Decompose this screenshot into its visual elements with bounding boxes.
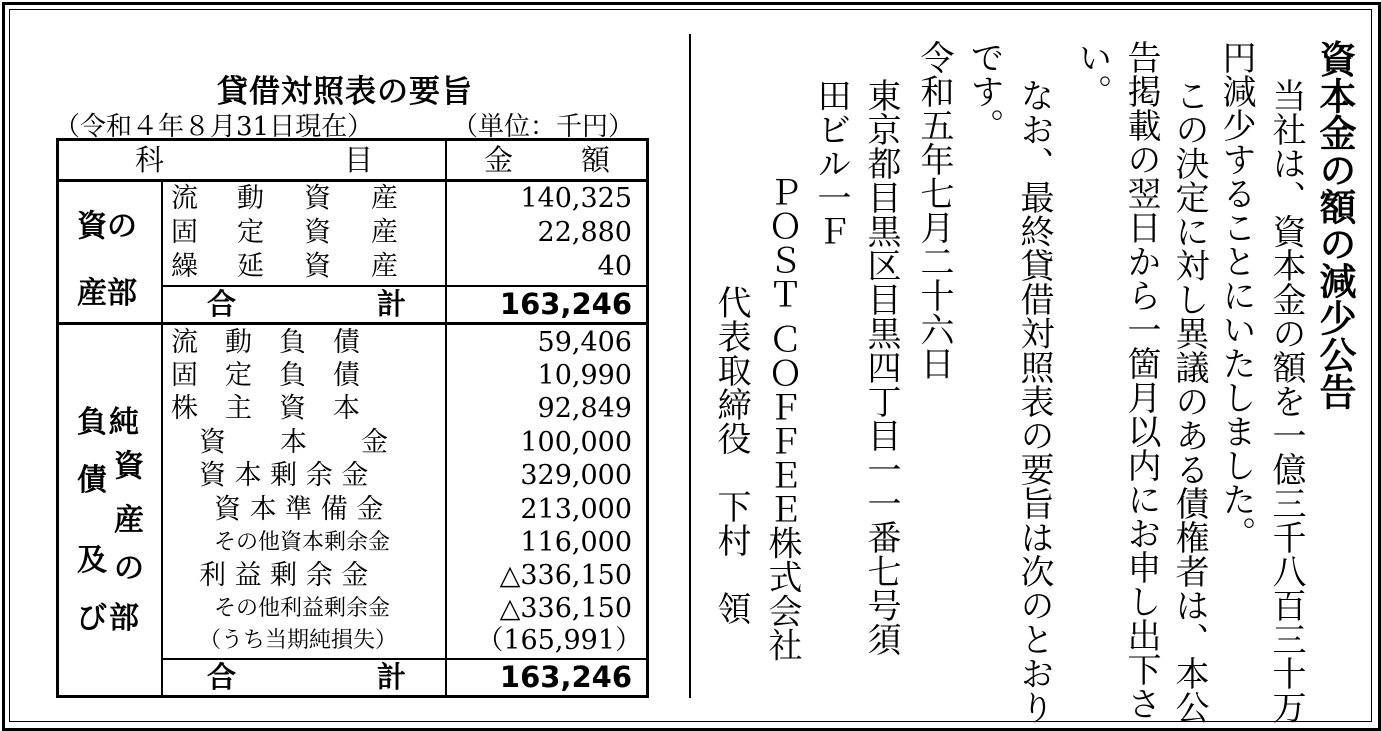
liability-row-value: △336,150 bbox=[499, 560, 632, 591]
liability-row-value: 10,990 bbox=[537, 360, 632, 391]
notice-line: なお、最終貸借対照表の要旨は次のとおり bbox=[1014, 78, 1054, 724]
asset-total-label-left: 合 bbox=[207, 287, 237, 321]
liabilities-label-char: の bbox=[114, 551, 144, 586]
notice-address: 田ビル一Ｆ bbox=[811, 78, 851, 248]
liability-row-value: 92,849 bbox=[537, 393, 632, 424]
liability-row-label: 固 定 負 債 bbox=[171, 360, 360, 391]
liability-total-label-left: 合 bbox=[207, 660, 237, 694]
liability-row-label: 利 益 剰 余 金 bbox=[199, 560, 369, 591]
liability-row-label: 資 本 準 備 金 bbox=[214, 494, 384, 525]
notice-line: この決定に対し異議のある債権者は、本公 bbox=[1169, 78, 1209, 724]
asset-total-label-right: 計 bbox=[377, 287, 407, 321]
balance-sheet-title: 貸借対照表の要旨 bbox=[217, 74, 473, 110]
asset-total-value: 163,246 bbox=[499, 287, 632, 321]
balance-sheet-table bbox=[56, 138, 649, 698]
liabilities-label-char: 純 bbox=[109, 405, 139, 440]
liability-row-label: 流 動 負 債 bbox=[171, 327, 360, 358]
liability-row-value: 100,000 bbox=[520, 427, 632, 458]
liabilities-label-char: 負 bbox=[77, 405, 107, 440]
asset-row-label: 流 動 資 産 bbox=[171, 183, 398, 214]
asset-row-value: 22,880 bbox=[537, 217, 632, 248]
liabilities-label-char: 産 bbox=[114, 503, 144, 538]
liability-row-value: 116,000 bbox=[520, 527, 632, 558]
notice-address: 東京都目黒区目黒四丁目一一番七号須 bbox=[861, 78, 901, 656]
asset-row-value: 40 bbox=[597, 251, 632, 282]
header-item-right: 目 bbox=[344, 143, 374, 177]
notice-line: 円減少することにいたしました。 bbox=[1216, 40, 1256, 550]
notice-line: です。 bbox=[964, 40, 1004, 142]
liability-row-label: （うち当期純損失） bbox=[199, 628, 398, 653]
liability-row-label: 資 本 金 bbox=[199, 427, 388, 458]
header-item-left: 科 bbox=[135, 143, 165, 177]
liability-row-value: 329,000 bbox=[520, 460, 632, 491]
header-rule bbox=[59, 179, 646, 182]
liability-total-value: 163,246 bbox=[499, 660, 632, 694]
asset-row-label: 繰 延 資 産 bbox=[171, 251, 398, 282]
balance-sheet-date: （令和４年８月31日現在） bbox=[54, 112, 374, 142]
liability-row-value: △336,150 bbox=[499, 593, 632, 624]
liabilities-label-char: 及 bbox=[77, 543, 107, 578]
header-amount-right: 額 bbox=[581, 143, 611, 177]
liability-row-value: 59,406 bbox=[537, 327, 632, 358]
section-divider bbox=[689, 34, 691, 698]
notice-line: 当社は、資本金の額を一億三千八百三十万 bbox=[1266, 78, 1306, 724]
liability-row-label: 株 主 資 本 bbox=[171, 393, 360, 424]
notice-line: 告掲載の翌日から一箇月以内にお申し出下さ bbox=[1121, 40, 1161, 720]
asset-row-value: 140,325 bbox=[520, 183, 632, 214]
assets-section-label-bottom: 産部 bbox=[77, 276, 137, 311]
liabilities-label-char: 債 bbox=[77, 463, 107, 498]
liability-row-label: その他利益剰余金 bbox=[214, 596, 391, 621]
liabilities-label-char: 資 bbox=[114, 449, 144, 484]
notice-company: ＰＯＳＴ ＣＯＦＦＥＥ株式会社 bbox=[762, 175, 802, 662]
balance-sheet-unit: （単位：千円） bbox=[452, 112, 635, 142]
notice-date: 令和五年七月二十六日 bbox=[914, 40, 954, 380]
asset-row-label: 固 定 資 産 bbox=[171, 217, 398, 248]
liability-row-label: その他資本剰余金 bbox=[214, 530, 391, 555]
liability-total-label-right: 計 bbox=[377, 660, 407, 694]
liability-row-value: 213,000 bbox=[520, 494, 632, 525]
notice-title: 資本金の額の減少公告 bbox=[1313, 40, 1356, 410]
asset-section-rule bbox=[59, 322, 646, 325]
header-amount-left: 金 bbox=[484, 143, 514, 177]
notice-line: い。 bbox=[1072, 40, 1112, 108]
notice-representative: 代表取締役 下村 領 bbox=[711, 285, 751, 625]
liability-row-label: 資 本 剰 余 金 bbox=[199, 460, 369, 491]
assets-section-label-top: 資の bbox=[77, 209, 137, 244]
liability-row-value: （165,991） bbox=[476, 625, 642, 656]
liabilities-label-char: び bbox=[77, 601, 107, 636]
liabilities-label-char: 部 bbox=[109, 601, 139, 636]
